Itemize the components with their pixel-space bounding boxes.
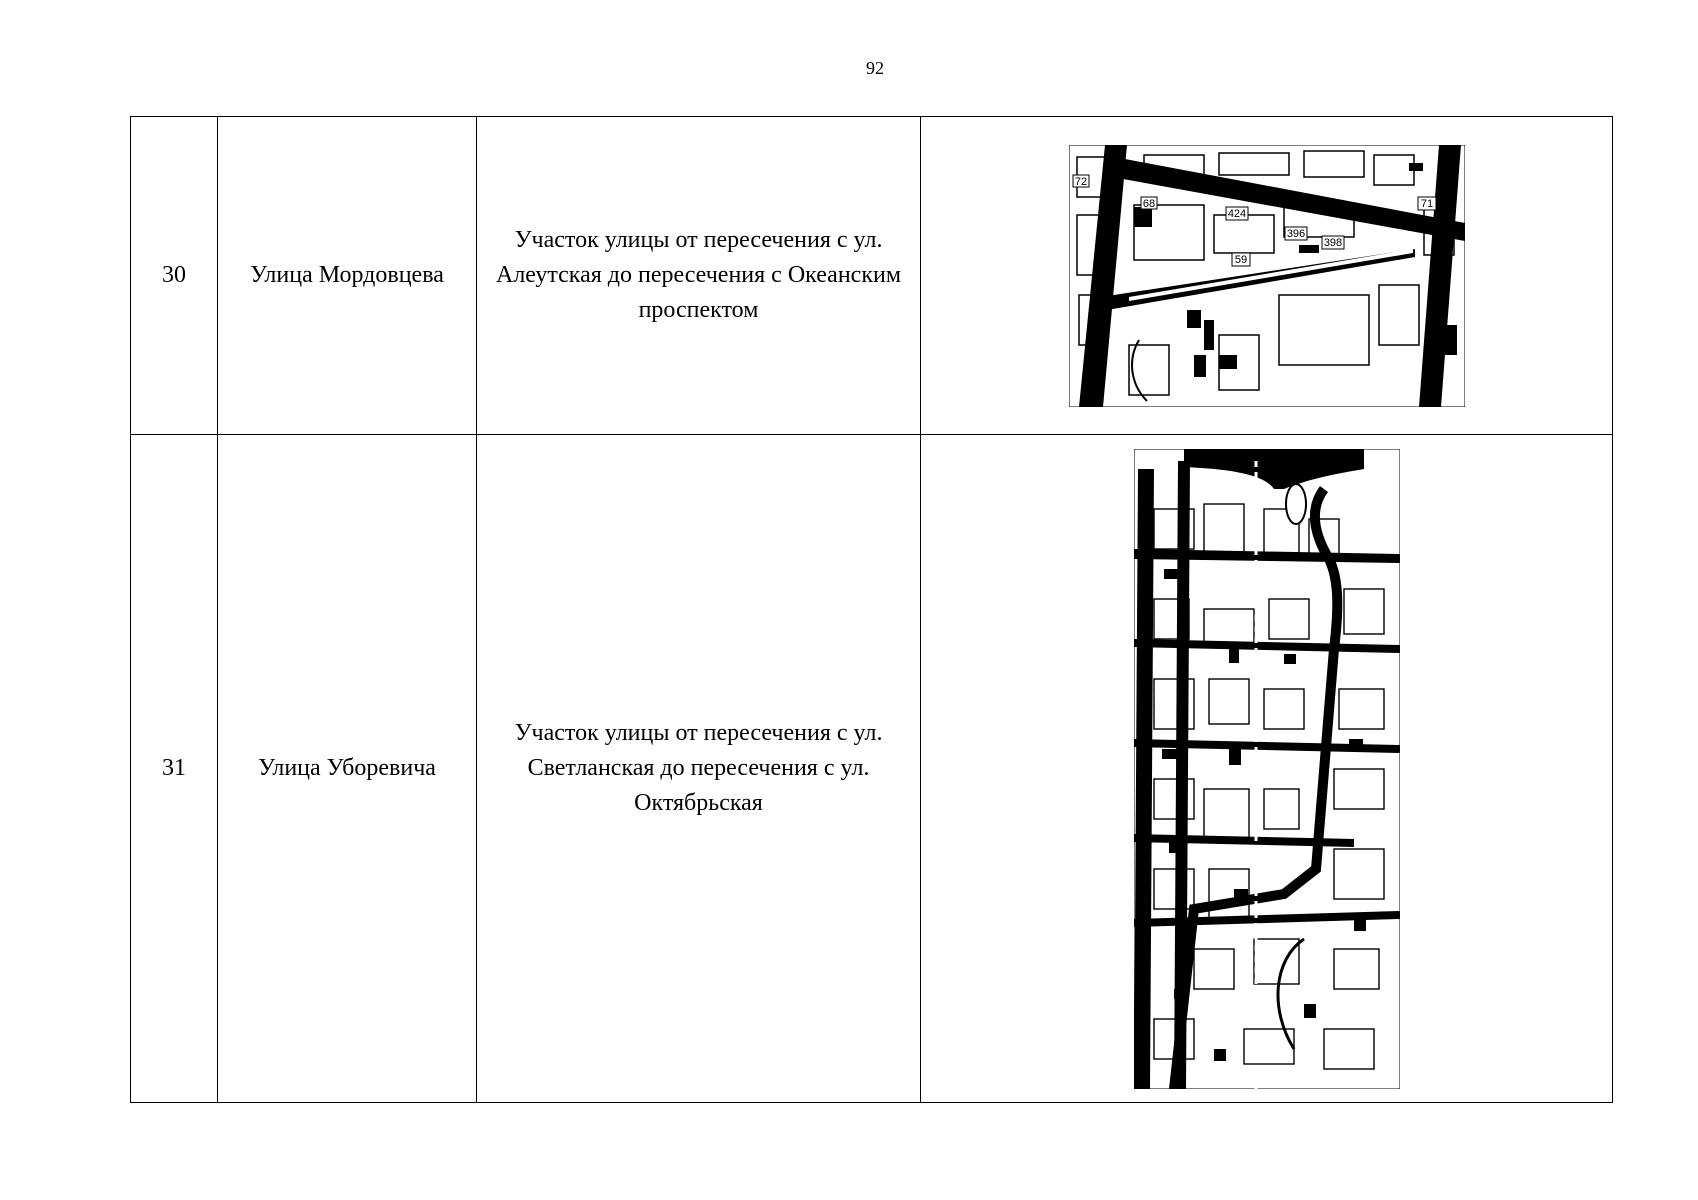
section-description: Участок улицы от пересечения с ул. Алеутская до пересечения с Океанским проспектом bbox=[477, 117, 921, 435]
table-row bbox=[131, 435, 1613, 1103]
map-label: 71 bbox=[1420, 197, 1433, 210]
map-label: 398 bbox=[1323, 236, 1342, 249]
page-number: 92 bbox=[866, 58, 884, 78]
map-label: 68 bbox=[1142, 197, 1155, 210]
street-name: Улица Мордовцева bbox=[218, 117, 477, 435]
map-label: 72 bbox=[1074, 175, 1087, 188]
table-row bbox=[131, 117, 1613, 435]
map-label: 59 bbox=[1234, 253, 1247, 266]
street-name: Улица Уборевича bbox=[218, 435, 477, 1103]
map-label: 396 bbox=[1286, 227, 1305, 240]
map-cell bbox=[921, 435, 1613, 1103]
row-number: 30 bbox=[131, 117, 218, 435]
row-number: 31 bbox=[131, 435, 218, 1103]
map-cell bbox=[921, 117, 1613, 435]
section-description: Участок улицы от пересечения с ул. Светланская до пересечения с ул. Октябрьская bbox=[477, 435, 921, 1103]
streets-table bbox=[130, 116, 1613, 1103]
map-label: 424 bbox=[1227, 207, 1246, 220]
street-map-mordovtseva bbox=[1069, 145, 1465, 407]
street-map-uborevicha bbox=[1134, 449, 1400, 1089]
